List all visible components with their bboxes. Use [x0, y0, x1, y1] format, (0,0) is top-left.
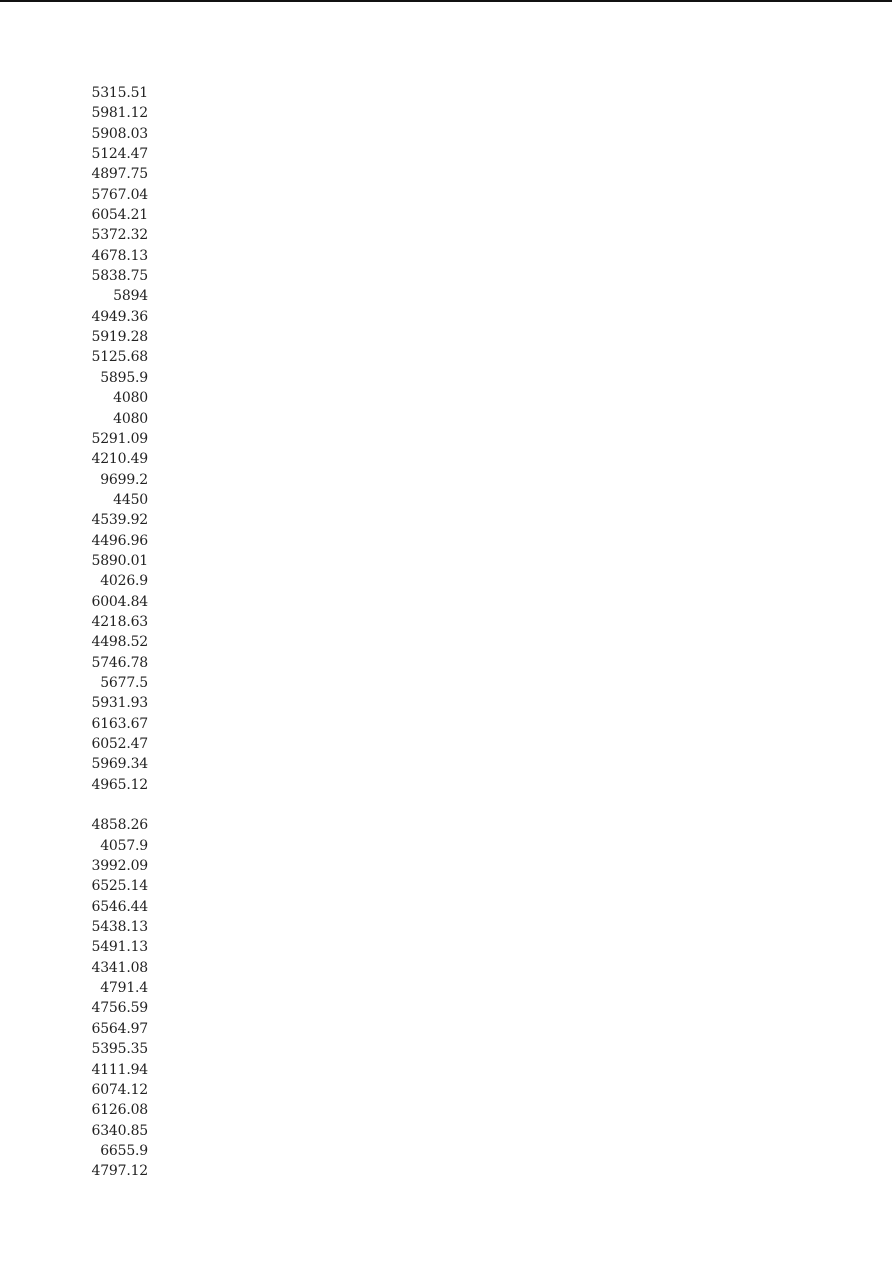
value-cell: 4026.9	[100, 573, 148, 590]
value-cell: 4057.9	[100, 837, 148, 854]
value-cell: 6546.44	[91, 898, 148, 915]
value-cell: 6052.47	[91, 736, 148, 752]
value-cell: 4210.49	[91, 451, 148, 468]
value-cell: 5291.09	[91, 430, 148, 447]
value-cell: 4341.08	[91, 959, 148, 976]
value-cell: 4797.12	[91, 1163, 148, 1180]
value-cell: 5677.5	[100, 674, 148, 691]
value-cell: 3992.09	[91, 858, 148, 875]
value-cell: 5969.34	[91, 756, 148, 773]
value-cell: 4949.36	[91, 308, 148, 325]
value-cell: 4756.59	[91, 1000, 148, 1017]
value-cell: 5890.01	[91, 552, 148, 569]
value-cell: 5838.75	[91, 268, 148, 285]
value-cell: 5767.04	[91, 186, 148, 203]
value-cell: 4080	[113, 410, 148, 427]
value-cell: 4218.63	[91, 613, 148, 630]
value-cell: 6340.85	[91, 1122, 148, 1139]
value-cell: 6525.14	[91, 878, 148, 895]
value-cell: 5125.68	[91, 349, 148, 366]
value-cell: 6564.97	[91, 1020, 148, 1037]
value-cell: 4496.96	[91, 532, 148, 549]
value-cell: 5438.13	[91, 919, 148, 936]
value-cell: 4791.4	[100, 980, 148, 997]
value-cell: 5395.35	[91, 1041, 148, 1058]
value-cell: 5908.03	[91, 125, 148, 142]
value-cell: 4111.94	[91, 1061, 148, 1078]
page-top-rule	[0, 0, 892, 2]
value-cell: 4678.13	[91, 247, 148, 264]
value-cell: 6074.12	[91, 1081, 148, 1098]
value-cell: 5895.9	[100, 369, 148, 386]
value-cell: 9699.2	[100, 471, 148, 488]
value-column	[80, 83, 148, 1182]
value-cell: 5894	[113, 288, 148, 305]
value-cell: 5931.93	[91, 695, 148, 712]
value-cell: 4858.26	[91, 817, 148, 834]
value-cell: 5746.78	[91, 654, 148, 671]
value-cell: 5981.12	[91, 105, 148, 122]
value-cell: 5124.47	[91, 146, 148, 163]
value-cell: 6655.9	[100, 1142, 148, 1159]
value-cell: 6126.08	[91, 1102, 148, 1119]
value-cell: 5491.13	[91, 939, 148, 956]
value-cell: 5919.28	[91, 329, 148, 346]
value-cell: 4450	[113, 491, 148, 508]
value-cell: 4965.12	[91, 776, 148, 793]
value-cell: 6054.21	[91, 207, 148, 224]
value-cell: 4539.92	[91, 512, 148, 529]
value-cell: 5372.32	[91, 227, 148, 244]
value-cell: 6163.67	[91, 715, 148, 732]
blank-row	[80, 795, 148, 815]
value-cell: 5315.51	[91, 85, 148, 101]
value-cell: 4080	[113, 390, 148, 407]
value-cell: 6004.84	[91, 593, 148, 610]
value-cell: 4897.75	[91, 166, 148, 183]
value-cell: 4498.52	[91, 634, 148, 651]
